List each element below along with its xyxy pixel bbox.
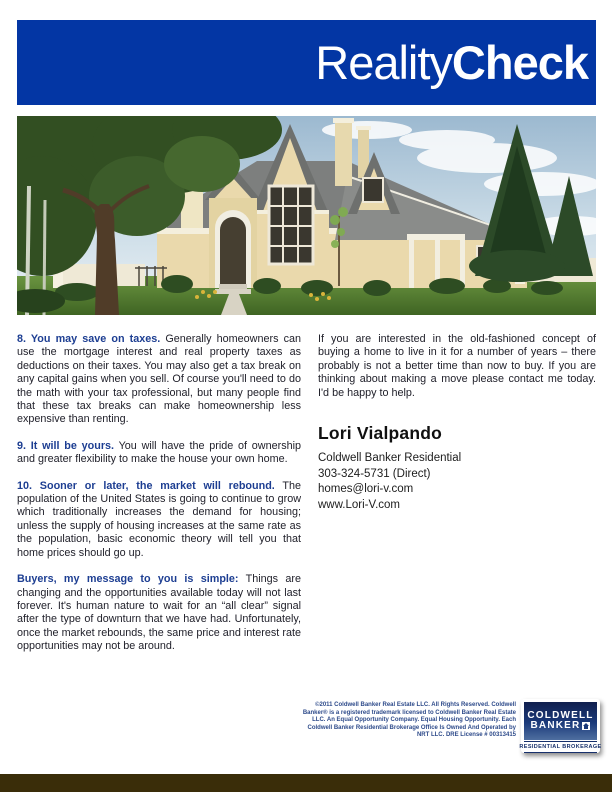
legal-disclaimer: ©2011 Coldwell Banker Real Estate LLC. All Rights Reserved. Coldwell Banker® is a registered trademark licensed to Coldwell Banker Real Estate LLC. An Equal Opportunity Company. Equal Housing Opportunity. Each Coldwell Banker Residential Brokerage Office Is Owned And Operated by NRT LLC. DRE License # 00313415	[302, 702, 516, 738]
point-9-body: You will have the pride of ownership and greater flexibility to make the house your own home.	[17, 439, 301, 466]
bottom-accent-bar	[0, 774, 612, 792]
house-photo	[17, 116, 596, 315]
coldwell-banker-logo	[521, 699, 600, 753]
left-column	[17, 333, 301, 667]
coldwell-banker-logo-mark	[524, 702, 597, 740]
house-icon	[582, 722, 590, 730]
logo-residential-brokerage: RESIDENTIAL BROKERAGE	[524, 741, 597, 753]
masthead-title-bold: Check	[451, 36, 588, 89]
point-10-paragraph	[17, 480, 301, 560]
point-8-paragraph	[17, 333, 301, 427]
logo-word-banker: BANKER	[530, 720, 581, 731]
agent-phone: 303-324-5731 (Direct)	[318, 467, 431, 480]
intro-paragraph: If you are interested in the old-fashioned concept of buying a home to live in it for a number of years – there probably is not a better time than now to buy. If you are thinking about making a move please contact me today. I'd be happy to help.	[318, 333, 596, 399]
point-8-body: Generally homeowners can use the mortgage interest and real property taxes as deductions on their taxes. You may also get a tax break on any capital gains when you sell. Of course you'll need to do the math with your tax professional, but many people find that these tax breaks can make homeownership less expensive than renting.	[17, 333, 301, 426]
masthead-title-light: Reality	[315, 36, 452, 89]
masthead-banner	[17, 20, 596, 105]
buyers-message-lead: Buyers, my message to you is simple:	[17, 573, 239, 586]
buyers-message-body: Things are changing and the opportunities available today will not last forever. It's human nature to wait for an “all clear” signal after the type of downturn that we have had. Unfortunately, once the market rebounds, the same price and interest rate opportunities may not be around.	[17, 573, 301, 653]
agent-website: www.Lori-V.com	[318, 498, 401, 511]
agent-email: homes@lori-v.com	[318, 483, 414, 496]
buyers-message-paragraph	[17, 573, 301, 653]
logo-word-coldwell: COLDWELL	[527, 710, 594, 721]
house-photo-illustration	[17, 116, 596, 315]
point-10-body: The population of the United States is going to continue to grow which traditionally increases the demand for housing; unless the supply of housing increases at the same rate as the population, basic economic theory will tell you that home prices should go up.	[17, 479, 301, 559]
right-column	[318, 333, 596, 513]
point-8-lead: 8. You may save on taxes.	[17, 333, 161, 345]
point-9-paragraph	[17, 440, 301, 467]
agent-name: Lori Vialpando	[318, 423, 443, 444]
point-10-lead: 10. Sooner or later, the market will rebound.	[17, 479, 275, 492]
point-9-lead: 9. It will be yours.	[17, 439, 115, 452]
agent-company: Coldwell Banker Residential	[318, 452, 462, 465]
